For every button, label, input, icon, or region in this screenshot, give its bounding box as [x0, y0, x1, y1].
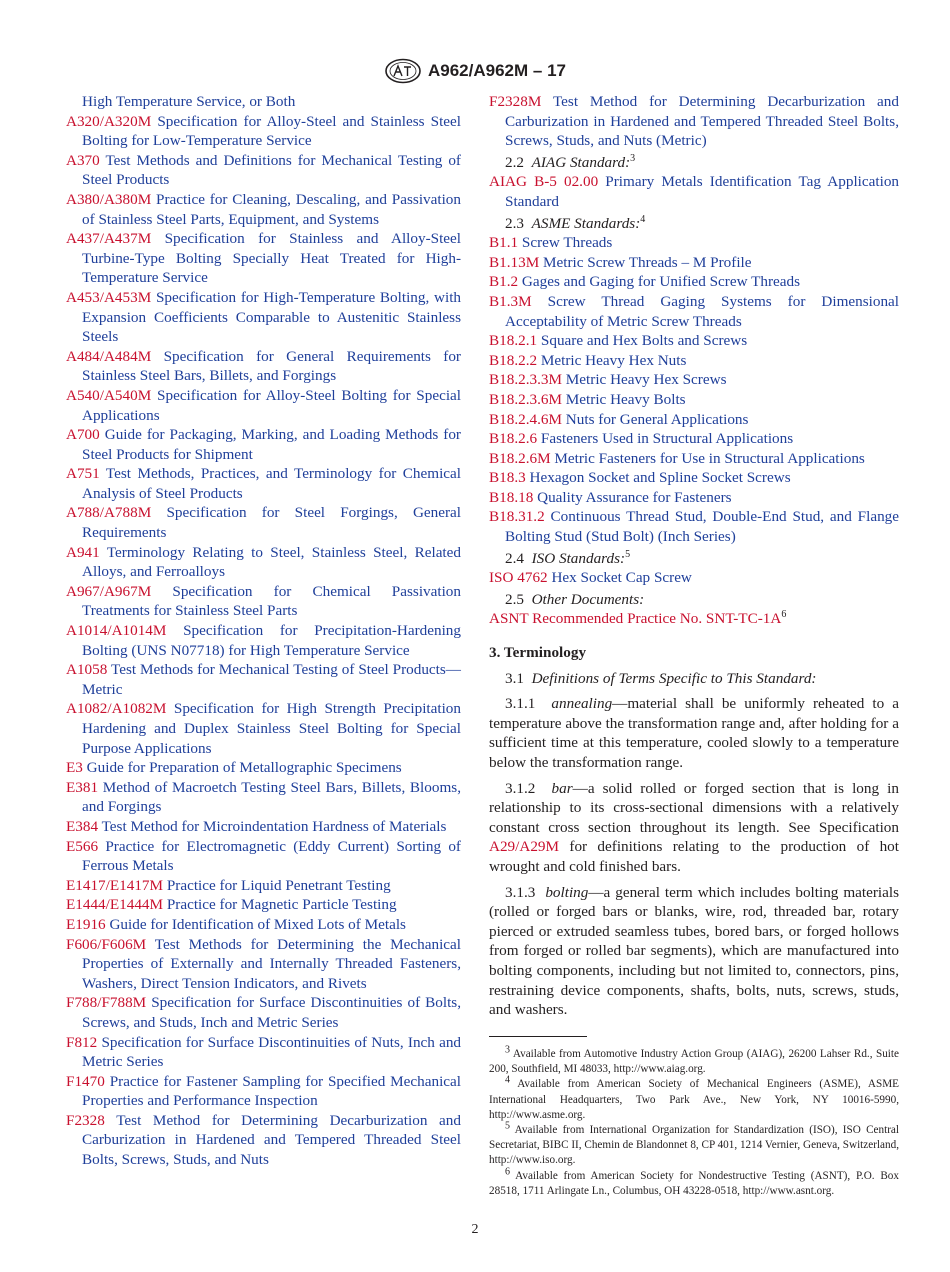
reference-title[interactable]: Guide for Packaging, Marking, and Loading Methods for Steel Products for Shipment	[82, 426, 461, 463]
reference-item	[489, 233, 899, 253]
reference-title[interactable]: Screw Threads	[521, 234, 613, 252]
reference-item	[66, 895, 461, 915]
reference-title[interactable]: Specification for Alloy-Steel Bolting for Special Applications	[82, 386, 462, 424]
reference-code[interactable]: A788/A788M	[66, 504, 152, 522]
reference-title[interactable]: Screw Thread Gaging Systems for Dimensional Acceptability of Metric Screw Threads	[505, 292, 900, 330]
reference-code[interactable]: A1058	[66, 661, 108, 679]
reference-item	[66, 837, 461, 876]
link-a29[interactable]: A29/A29M	[489, 838, 560, 856]
footnote-divider	[489, 1036, 587, 1037]
reference-item	[66, 1072, 461, 1111]
reference-title[interactable]: Specification for High Strength Precipitation Hardening and Duplex Stainless Steel Bolting for Special Purpose Applications	[82, 700, 461, 757]
reference-code[interactable]: F606/F606M	[66, 935, 147, 953]
reference-item	[66, 425, 461, 464]
reference-code[interactable]: A540/A540M	[66, 386, 152, 404]
paragraph-3-1-3: 3.1.3 bolting—a general term which includes bolting materials (rolled or forged bars or blanks, wire, rod, threaded bar, rotary pierced or extruded seamless tubes, bored bars, or forged hollows from forged or rolled bar segments), which are manufactured into bolting components, including but not limited to, connectors, pins, restraining device components, shafts, bolts, nuts, screws, studs, and washers.	[489, 883, 900, 1019]
reference-item	[66, 817, 461, 837]
paragraph-3-1: 3.1 Definitions of Terms Specific to This Standard:	[505, 669, 817, 687]
reference-item	[66, 1033, 461, 1072]
reference-title[interactable]: High Temperature Service, or Both	[82, 93, 296, 110]
reference-code[interactable]: A751	[66, 465, 100, 483]
reference-item	[489, 172, 899, 211]
reference-title[interactable]: Practice for Electromagnetic (Eddy Current) Sorting of Ferrous Metals	[82, 837, 461, 875]
reference-item	[489, 468, 899, 488]
reference-code[interactable]: A453/A453M	[66, 288, 152, 306]
reference-code[interactable]: B18.2.1	[489, 332, 538, 350]
footnote: $^5$ Available from International Organization for Standardization (ISO), ISO Central Secretariat, BIBC II, Chemin de Blandonnet 8, CP 401, 1214 Vernier, Geneva, Switzerland, http://www.iso.org.	[489, 1120, 899, 1167]
reference-title[interactable]: Practice for Liquid Penetrant Testing	[166, 876, 391, 894]
reference-code[interactable]: E1444/E1444M	[66, 896, 164, 914]
right-column	[489, 92, 899, 1026]
reference-title[interactable]: Quality Assurance for Fasteners	[537, 488, 732, 506]
reference-item	[66, 1111, 461, 1170]
asme-subheading: 2.3 ASME Standards:$^4$	[505, 213, 646, 232]
iso-reference-list	[489, 568, 899, 588]
reference-code[interactable]: F1470	[66, 1072, 105, 1090]
reference-item	[66, 347, 461, 386]
footnotes	[489, 1036, 899, 1199]
asme-reference-list	[489, 233, 899, 547]
reference-title[interactable]: Specification for Alloy-Steel and Stainless Steel Bolting for Low-Temperature Service	[82, 112, 461, 150]
reference-title[interactable]: Specification for Surface Discontinuities of Nuts, Inch and Metric Series	[82, 1033, 462, 1071]
reference-item	[66, 503, 461, 542]
reference-code[interactable]: E384	[66, 817, 99, 835]
astm-logo	[384, 58, 422, 84]
reference-item	[66, 229, 461, 288]
reference-code[interactable]: F2328	[66, 1111, 105, 1129]
reference-item	[66, 582, 461, 621]
reference-code[interactable]: B1.2	[489, 273, 519, 291]
reference-code[interactable]: A1082/A1082M	[66, 700, 167, 718]
reference-title[interactable]: Specification for General Requirements for Stainless Steel Bars, Billets, and Forgings	[82, 347, 461, 385]
reference-code[interactable]: F788/F788M	[66, 994, 147, 1012]
reference-code[interactable]: E381	[66, 778, 99, 796]
reference-title[interactable]: Test Method for Determining Decarburization and Carburization in Hardened and Tempered Threaded Steel Bolts, Screws, Studs, and Nuts (Metric)	[505, 93, 899, 150]
reference-title[interactable]: Specification for High-Temperature Bolting, with Expansion Coefficients Comparable to Austenitic Stainless Steels	[82, 288, 462, 346]
reference-item	[66, 699, 461, 758]
aiag-reference-list	[489, 172, 899, 211]
reference-code[interactable]: A484/A484M	[66, 347, 152, 365]
reference-item	[66, 993, 461, 1032]
reference-item	[489, 292, 899, 331]
section-heading-terminology: 3. Terminology	[489, 644, 587, 662]
reference-title[interactable]: Specification for Steel Forgings, General Requirements	[82, 504, 462, 542]
reference-title[interactable]: Metric Heavy Hex Screws	[565, 371, 727, 389]
reference-title[interactable]: Specification for Precipitation-Hardening Bolting (UNS N07718) for High Temperature Service	[82, 622, 461, 659]
footnote: $^4$ Available from American Society of Mechanical Engineers (ASME), ASME International Headquarters, Two Park Ave., New York, NY 10016-5990, http://www.asme.org.	[489, 1074, 899, 1121]
reference-code[interactable]: A380/A380M	[66, 190, 152, 208]
reference-item	[489, 429, 899, 449]
reference-title[interactable]: Specification for Stainless and Alloy-Steel Turbine-Type Bolting Specially Heat Treated for High-Temperature Service	[82, 230, 462, 287]
paragraph-3-1-1: 3.1.1 annealing—material shall be uniformly reheated to a temperature above the transformation range and, after holding for a sufficient time at this temperature, cooled slowly to a temperature below the transformation range.	[489, 695, 899, 771]
reference-code[interactable]: A1014/A1014M	[66, 622, 167, 640]
page-number: 2	[471, 1222, 479, 1237]
reference-title[interactable]: Test Method for Microindentation Hardness of Materials	[101, 817, 447, 835]
reference-title[interactable]: Hex Socket Cap Screw	[551, 569, 692, 587]
reference-code[interactable]: A700	[66, 426, 100, 444]
reference-title[interactable]: Terminology Relating to Steel, Stainless Steel, Related Alloys, and Ferroalloys	[82, 543, 461, 581]
reference-title[interactable]: Practice for Cleaning, Descaling, and Passivation of Stainless Steel Parts, Equipment, and Systems	[82, 190, 461, 228]
reference-title[interactable]: Test Methods and Definitions for Mechanical Testing of Steel Products	[82, 151, 461, 189]
reference-code[interactable]: B18.2.6	[489, 430, 538, 448]
reference-title[interactable]: Guide for Preparation of Metallographic Specimens	[86, 759, 402, 777]
asnt-reference: ASNT Recommended Practice No. SNT-$TC-1A^6$	[489, 609, 787, 628]
reference-title[interactable]: Square and Hex Bolts and Screws	[540, 332, 748, 350]
reference-code[interactable]: B18.3	[489, 469, 526, 487]
iso-subheading: 2.4 ISO Standards:$^5$	[505, 548, 631, 567]
reference-title[interactable]: Hexagon Socket and Spline Socket Screws	[529, 469, 791, 487]
reference-item	[489, 410, 899, 430]
reference-code[interactable]: A437/A437M	[66, 230, 152, 248]
reference-title[interactable]: Method of Macroetch Testing Steel Bars, Billets, Blooms, and Forgings	[82, 778, 461, 816]
reference-code[interactable]: B18.31.2	[489, 508, 545, 526]
reference-code[interactable]: F2328M	[489, 93, 542, 110]
reference-code[interactable]: ISO 4762	[489, 569, 548, 587]
reference-item	[66, 92, 461, 112]
aiag-subheading: 2.2 AIAG Standard:$^3$	[505, 152, 636, 171]
reference-item	[66, 621, 461, 660]
reference-code[interactable]: B18.2.3.6M	[489, 390, 562, 408]
reference-title[interactable]: Fasteners Used in Structural Applications	[540, 430, 794, 448]
reference-code[interactable]: F812	[66, 1033, 98, 1051]
reference-title[interactable]: Primary Metals Identification Tag Application Standard	[505, 173, 900, 210]
reference-title[interactable]: Metric Screw Threads – M Profile	[543, 253, 752, 271]
reference-item	[66, 288, 461, 347]
footnote: $^3$ Available from Automotive Industry Action Group (AIAG), 26200 Lahser Rd., Suite 200, Southfield, MI 48033, http://www.aiag.org.	[489, 1044, 899, 1076]
reference-title[interactable]: Metric Heavy Bolts	[565, 390, 686, 408]
reference-title[interactable]: Test Method for Determining Decarburization and Carburization in Hardened and Tempered Threaded Steel Bolts, Screws, Studs, and Nuts	[82, 1111, 461, 1169]
reference-item	[66, 778, 461, 817]
reference-title[interactable]: Metric Heavy Hex Nuts	[540, 351, 687, 369]
reference-item	[66, 758, 461, 778]
reference-code[interactable]: A370	[66, 151, 100, 169]
reference-code[interactable]: B18.2.2	[489, 351, 538, 369]
paragraph-3-1-2: 3.1.2 bar—a solid rolled or forged section that is long in relationship to its cross-sectional dimensions with a relatively constant cross section throughout its length. See Specification A29/A29M for definitions relating to the production of hot wrought and cold finished bars.	[489, 779, 899, 875]
reference-title[interactable]: Guide for Identification of Mixed Lots of Metals	[109, 915, 406, 933]
reference-item	[489, 507, 899, 546]
reference-item	[489, 488, 899, 508]
reference-item	[489, 253, 899, 273]
reference-code[interactable]: A967/A967M	[66, 582, 152, 600]
reference-code[interactable]: E1916	[66, 915, 106, 933]
reference-item	[66, 935, 461, 994]
reference-item	[66, 386, 461, 425]
reference-title[interactable]: Nuts for General Applications	[565, 410, 749, 428]
reference-title[interactable]: Specification for Surface Discontinuities of Bolts, Screws, and Studs, Inch and Metric Series	[82, 994, 462, 1031]
reference-code[interactable]: B1.3M	[489, 292, 532, 310]
reference-title[interactable]: Practice for Fastener Sampling for Specified Mechanical Properties and Performance Inspection	[82, 1072, 462, 1110]
reference-code[interactable]: A941	[66, 543, 100, 561]
reference-item	[66, 151, 461, 190]
reference-code[interactable]: B18.2.3.3M	[489, 371, 562, 389]
reference-item	[66, 543, 461, 582]
reference-item	[66, 915, 461, 935]
reference-item	[489, 272, 899, 292]
reference-item	[489, 331, 899, 351]
reference-code[interactable]: B1.1	[489, 234, 519, 252]
reference-item	[489, 370, 899, 390]
reference-title[interactable]: Gages and Gaging for Unified Screw Threads	[521, 273, 800, 291]
other-subheading: 2.5 Other Documents:	[505, 590, 645, 608]
reference-title[interactable]: Specification for Chemical Passivation Treatments for Stainless Steel Parts	[82, 582, 461, 620]
reference-code[interactable]: B18.2.6M	[489, 449, 551, 467]
reference-code[interactable]: B18.2.4.6M	[489, 410, 562, 428]
reference-title[interactable]: Test Methods for Mechanical Testing of Steel Products—Metric	[82, 661, 461, 698]
reference-item	[489, 568, 899, 588]
reference-code[interactable]: A320/A320M	[66, 112, 152, 130]
reference-title[interactable]: Continuous Thread Stud, Double-End Stud, and Flange Bolting Stud (Stud Bolt) (Inch Series)	[505, 508, 900, 546]
reference-item	[66, 464, 461, 503]
reference-title[interactable]: Metric Fasteners for Use in Structural Applications	[554, 449, 865, 467]
reference-item	[489, 390, 899, 410]
reference-item	[489, 449, 899, 469]
reference-item	[66, 190, 461, 229]
reference-title[interactable]: Test Methods for Determining the Mechanical Properties of Externally and Internally Threaded Fasteners, Washers, Direct Tension Indicators, and Rivets	[82, 935, 461, 992]
page-header	[0, 58, 950, 89]
left-column	[66, 92, 461, 1170]
reference-item	[489, 351, 899, 371]
reference-code[interactable]: AIAG B-5 02.00	[489, 173, 599, 191]
reference-item	[66, 876, 461, 896]
reference-code[interactable]: B1.13M	[489, 253, 540, 271]
document-id: A962/A962M – 17	[428, 61, 566, 80]
reference-item	[489, 92, 899, 151]
reference-code[interactable]: E1417/E1417M	[66, 876, 164, 894]
reference-item	[66, 660, 461, 699]
reference-code[interactable]: E3	[66, 759, 83, 777]
reference-title[interactable]: Test Methods, Practices, and Terminology for Chemical Analysis of Steel Products	[82, 465, 461, 502]
reference-code[interactable]: B18.18	[489, 488, 534, 506]
footnote: $^6$ Available from American Society for Nondestructive Testing (ASNT), P.O. Box 28518, 1711 Arlingate Ln., Columbus, OH 43228-0518, http://www.asnt.org.	[489, 1165, 899, 1197]
reference-code[interactable]: E566	[66, 837, 99, 855]
reference-title[interactable]: Practice for Magnetic Particle Testing	[166, 896, 397, 914]
reference-item	[66, 112, 461, 151]
